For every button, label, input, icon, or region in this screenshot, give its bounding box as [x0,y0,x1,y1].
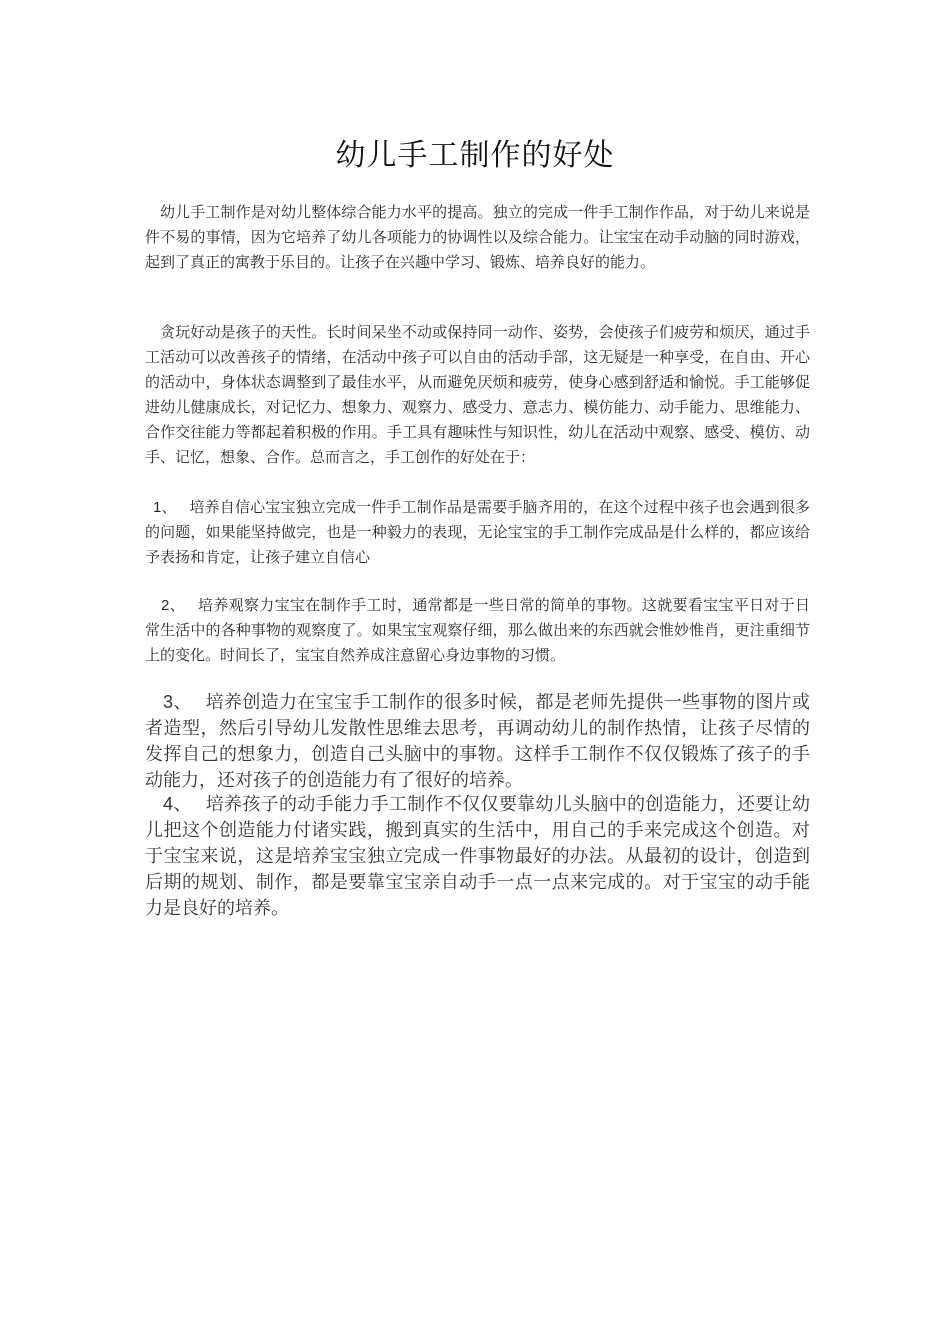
list-item-2-text: 培养观察力宝宝在制作手工时，通常都是一些日常的简单的事物。这就要看宝宝平日对于日常生活中的各种事物的观察度了。如果宝宝观察仔细，那么做出来的东西就会惟妙惟肖，更注重细节上的变化。时间长了，宝宝自然养成注意留心身边事物的习惯。 [145,596,810,664]
list-item-4 [145,791,810,922]
list-item-3 [145,689,810,794]
list-item-1-text: 培养自信心宝宝独立完成一件手工制作品是需要手脑齐用的，在这个过程中孩子也会遇到很多的问题，如果能坚持做完，也是一种毅力的表现，无论宝宝的手工制作完成品是什么样的，都应该给予表扬和肯定，让孩子建立自信心 [145,498,810,566]
list-item-2-number: 2、 [161,597,185,614]
list-item-3-number: 3、 [163,692,192,712]
list-item-4-text: 培养孩子的动手能力手工制作不仅仅要靠幼儿头脑中的创造能力，还要让幼儿把这个创造能力付诸实践，搬到真实的生活中，用自己的手来完成这个创造。对于宝宝来说，这是培养宝宝独立完成一件事物最好的办法。从最初的设计，创造到后期的规划、制作，都是要靠宝宝亲自动手一点一点来完成的。对于宝宝的动手能力是良好的培养。 [145,794,810,919]
intro-paragraph: 幼儿手工制作是对幼儿整体综合能力水平的提高。独立的完成一件手工制作作品，对于幼儿来说是件不易的事情，因为它培养了幼儿各项能力的协调性以及综合能力。让宝宝在动手动脑的同时游戏，起到了真正的寓教于乐目的。让孩子在兴趣中学习、锻炼、培养良好的能力。 [145,203,810,271]
document-title: 幼儿手工制作的好处 [335,138,615,173]
list-item-1 [145,495,810,570]
list-item-1-number: 1、 [153,499,177,516]
list-item-3-text: 培养创造力在宝宝手工制作的很多时候，都是老师先提供一些事物的图片或者造型，然后引导幼儿发散性思维去思考，再调动幼儿的制作热情，让孩子尽情的发挥自己的想象力，创造自己头脑中的事物。这样手工制作不仅仅锻炼了孩子的手动能力，还对孩子的创造能力有了很好的培养。 [145,692,810,791]
body-paragraph: 贪玩好动是孩子的天性。长时间呆坐不动或保持同一动作、姿势，会使孩子们疲劳和烦厌，通过手工活动可以改善孩子的情绪，在活动中孩子可以自由的活动手部，这无疑是一种享受，在自由、开心的活动中，身体状态调整到了最佳水平，从而避免厌烦和疲劳，使身心感到舒适和愉悦。手工能够促进幼儿健康成长，对记忆力、想象力、观察力、感受力、意志力、模仿能力、动手能力、思维能力、合作交往能力等都起着积极的作用。手工具有趣味性与知识性，幼儿在活动中观察、感受、模仿、动手、记忆，想象、合作。总而言之，手工创作的好处在于： [145,323,810,466]
list-item-2 [145,593,810,668]
list-item-4-number: 4、 [163,794,192,814]
